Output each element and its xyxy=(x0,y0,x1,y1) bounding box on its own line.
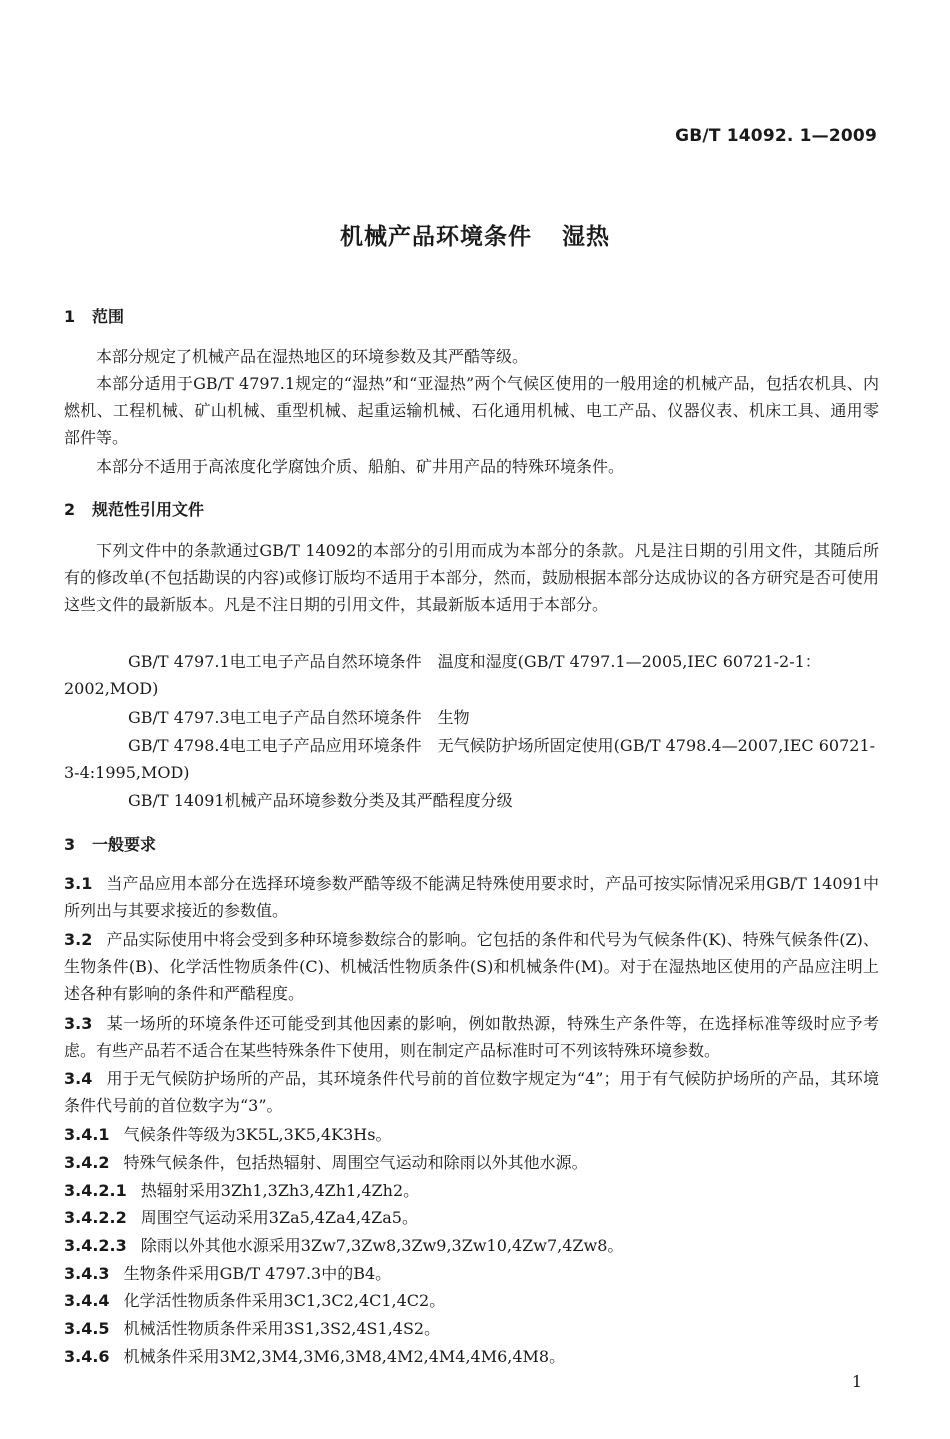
section-number: 3 xyxy=(64,835,76,854)
clause-3-4-5 xyxy=(64,1315,879,1342)
clause-text: 机械条件采用3M2,3M4,3M6,3M8,4M2,4M4,4M6,4M8。 xyxy=(123,1347,566,1366)
scope-paragraph-2: 本部分适用于GB/T 4797.1规定的“湿热”和“亚湿热”两个气候区使用的一般用途的机械产品，包括农机具、内燃机、工程机械、矿山机械、重型机械、起重运输机械、石化通用机械、电工产品、仪器仪表、机床工具、通用零部件等。 xyxy=(64,374,879,447)
title-main: 机械产品环境条件 xyxy=(340,224,532,250)
clause-3-2 xyxy=(64,926,879,1007)
clause-number: 3.4.1 xyxy=(64,1125,110,1144)
standard-code: GB/T 14092. 1—2009 xyxy=(675,126,877,146)
clause-text: 气候条件等级为3K5L,3K5,4K3Hs。 xyxy=(123,1125,392,1144)
reference-item xyxy=(64,704,879,731)
clause-text: 生物条件采用GB/T 4797.3中的B4。 xyxy=(123,1264,392,1283)
reference-item xyxy=(64,732,879,786)
scope-paragraph-3: 本部分不适用于高浓度化学腐蚀介质、船舶、矿井用产品的特殊环境条件。 xyxy=(96,457,625,476)
section-title: 范围 xyxy=(92,307,125,326)
clause-3-4 xyxy=(64,1065,879,1119)
reference-code: GB/T 4798.4 xyxy=(128,736,230,755)
reference-code: GB/T 14091 xyxy=(128,791,225,810)
section-1-heading xyxy=(64,304,124,327)
clause-3-4-2-3 xyxy=(64,1232,879,1259)
clause-number: 3.4.3 xyxy=(64,1264,110,1283)
page-number: 1 xyxy=(851,1372,862,1391)
clause-text: 某一场所的环境条件还可能受到其他因素的影响，例如散热源，特殊生产条件等，在选择标准等级时应予考虑。有些产品若不适合在某些特殊条件下使用，则在制定产品标准时可不列该特殊环境参数。 xyxy=(64,1014,879,1060)
clause-text: 用于无气候防护场所的产品，其环境条件代号前的首位数字规定为“4”；用于有气候防护场所的产品，其环境条件代号前的首位数字为“3”。 xyxy=(64,1069,879,1115)
clause-number: 3.4.2.1 xyxy=(64,1181,127,1200)
section-title: 规范性引用文件 xyxy=(92,500,205,519)
clause-3-4-2-1 xyxy=(64,1177,879,1204)
reference-code: GB/T 4797.3 xyxy=(128,708,230,727)
clause-3-4-2-2 xyxy=(64,1204,879,1231)
clause-number: 3.4 xyxy=(64,1069,93,1088)
clause-number: 3.4.6 xyxy=(64,1347,110,1366)
reference-item xyxy=(64,648,879,702)
reference-item xyxy=(64,787,879,814)
reference-text: 电工电子产品自然环境条件 温度和湿度(GB/T 4797.1—2005,IEC 60721-2-1：2002,MOD) xyxy=(64,652,821,698)
clause-text: 当产品应用本部分在选择环境参数严酷等级不能满足特殊使用要求时，产品可按实际情况采用GB/T 14091中所列出与其要求接近的参数值。 xyxy=(64,874,879,920)
clause-text: 特殊气候条件，包括热辐射、周围空气运动和除雨以外其他水源。 xyxy=(123,1153,588,1172)
section-number: 1 xyxy=(64,307,76,326)
reference-text: 电工电子产品自然环境条件 生物 xyxy=(229,708,470,727)
reference-text: 机械产品环境参数分类及其严酷程度分级 xyxy=(224,791,513,810)
clause-text: 机械活性物质条件采用3S1,3S2,4S1,4S2。 xyxy=(123,1319,441,1338)
clause-number: 3.3 xyxy=(64,1014,93,1033)
clause-number: 3.4.2.3 xyxy=(64,1236,127,1255)
clause-number: 3.1 xyxy=(64,874,93,893)
clause-text: 产品实际使用中将会受到多种环境参数综合的影响。它包括的条件和代号为气候条件(K)、特殊气候条件(Z)、生物条件(B)、化学活性物质条件(C)、机械活性物质条件(S)和机械条件(M)。对于在湿热地区使用的产品应注明上述各种有影响的条件和严酷程度。 xyxy=(64,930,879,1003)
scope-paragraph-1: 本部分规定了机械产品在湿热地区的环境参数及其严酷等级。 xyxy=(96,347,529,366)
clause-3-4-1 xyxy=(64,1121,879,1148)
section-3-heading xyxy=(64,832,156,855)
clause-number: 3.4.4 xyxy=(64,1291,110,1310)
clause-3-4-3 xyxy=(64,1260,879,1287)
reference-code: GB/T 4797.1 xyxy=(128,652,230,671)
title-sub: 湿热 xyxy=(562,224,610,250)
section-2-heading xyxy=(64,497,204,520)
clause-3-1 xyxy=(64,870,879,924)
references-intro: 下列文件中的条款通过GB/T 14092的本部分的引用而成为本部分的条款。凡是注日期的引用文件，其随后所有的修改单(不包括勘误的内容)或修订版均不适用于本部分，然而，鼓励根据本部分达成协议的各方研究是否可使用这些文件的最新版本。凡是不注日期的引用文件，其最新版本适用于本部分。 xyxy=(64,541,879,614)
clause-3-3 xyxy=(64,1010,879,1064)
clause-text: 除雨以外其他水源采用3Zw7,3Zw8,3Zw9,3Zw10,4Zw7,4Zw8。 xyxy=(140,1236,624,1255)
clause-number: 3.4.2 xyxy=(64,1153,110,1172)
clause-3-4-2 xyxy=(64,1149,879,1176)
clause-3-4-4 xyxy=(64,1287,879,1314)
clause-number: 3.2 xyxy=(64,930,93,949)
clause-text: 化学活性物质条件采用3C1,3C2,4C1,4C2。 xyxy=(123,1291,446,1310)
section-title: 一般要求 xyxy=(92,835,157,854)
clause-text: 周围空气运动采用3Za5,4Za4,4Za5。 xyxy=(140,1208,418,1227)
clause-text: 热辐射采用3Zh1,3Zh3,4Zh1,4Zh2。 xyxy=(140,1181,420,1200)
section-number: 2 xyxy=(64,500,76,519)
reference-text: 电工电子产品应用环境条件 无气候防护场所固定使用(GB/T 4798.4—2007,IEC 60721-3-4:1995,MOD) xyxy=(64,736,876,782)
document-title xyxy=(0,218,950,251)
clause-3-4-6 xyxy=(64,1343,879,1370)
clause-number: 3.4.2.2 xyxy=(64,1208,127,1227)
clause-number: 3.4.5 xyxy=(64,1319,110,1338)
